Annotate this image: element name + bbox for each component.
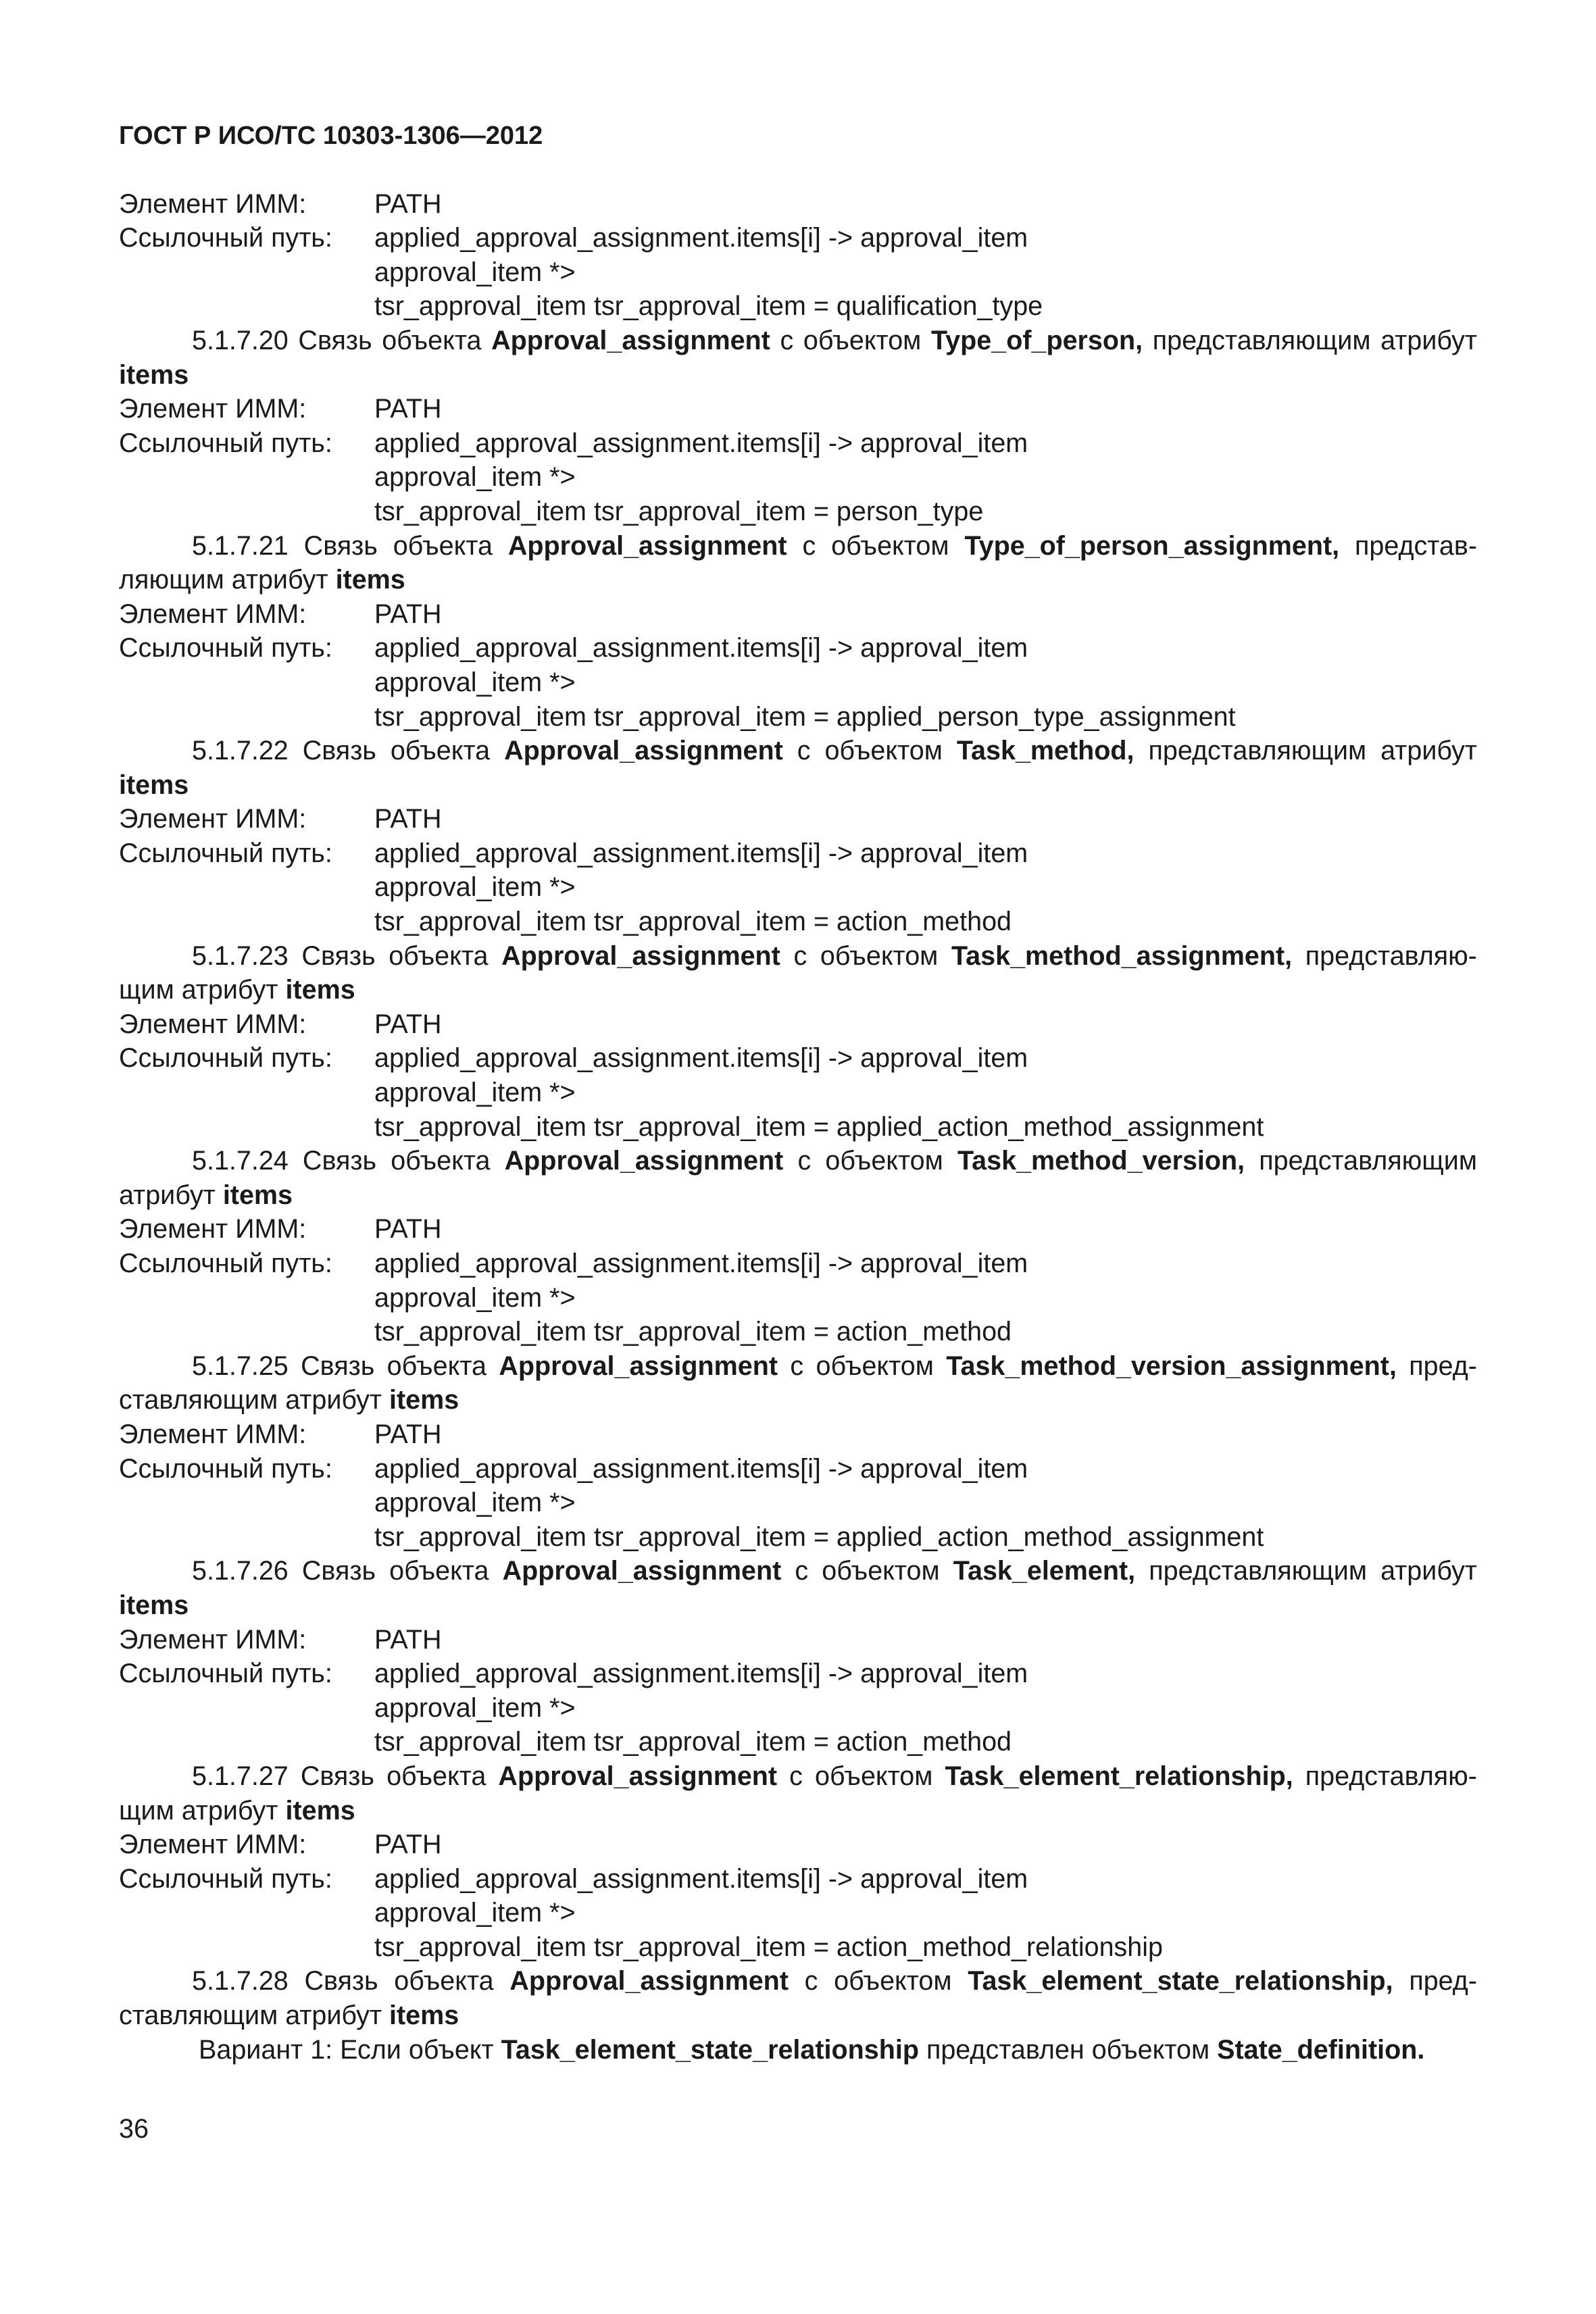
imm-element-row: [119, 597, 1477, 632]
entity-name: Approval_assignment: [501, 940, 780, 971]
section-text: с объектом: [793, 940, 939, 971]
entity-name: Approval_assignment: [509, 1966, 789, 1996]
section-text: с объектом: [780, 325, 922, 355]
attribute-name: items: [335, 565, 405, 595]
entity-name: Task_element_state_relationship: [501, 2034, 919, 2065]
section-heading-continuation: [119, 1383, 1477, 1417]
reference-path-line: applied_approval_assignment.items[i] -> approval_item: [374, 1659, 1028, 1689]
reference-path-line: tsr_approval_item tsr_approval_item = action_method: [374, 1317, 1012, 1347]
imm-element-label: Элемент ИММ:: [119, 1009, 307, 1039]
imm-element-label: Элемент ИММ:: [119, 394, 307, 424]
entity-name: Task_method_version,: [957, 1146, 1245, 1176]
attribute-name: items: [285, 975, 355, 1005]
section-number: 5.1.7.24: [192, 1146, 289, 1176]
reference-path-row: [119, 1247, 1477, 1281]
reference-path-line: applied_approval_assignment.items[i] -> approval_item: [374, 838, 1028, 868]
section-text: щим атрибут: [119, 1795, 278, 1826]
reference-path-line: approval_item *>: [374, 462, 576, 493]
section-text: Связь объекта: [301, 1351, 487, 1381]
imm-element-row: [119, 1007, 1477, 1042]
entity-name: Type_of_person_assignment,: [964, 530, 1340, 561]
section-heading-continuation: [119, 1794, 1477, 1828]
variant-text: Вариант 1: Если объект: [199, 2034, 494, 2065]
reference-path-line: tsr_approval_item tsr_approval_item = person_type: [374, 496, 984, 526]
reference-path-line: applied_approval_assignment.items[i] -> approval_item: [374, 1043, 1028, 1074]
reference-path-line: applied_approval_assignment.items[i] -> approval_item: [374, 428, 1028, 458]
section-block: [119, 939, 1477, 1145]
reference-path-label: Ссылочный путь:: [119, 838, 332, 868]
section-heading-continuation: [119, 1588, 1477, 1623]
reference-path-line: applied_approval_assignment.items[i] -> approval_item: [374, 223, 1028, 253]
imm-element-row: [119, 392, 1477, 426]
section-text: с объектом: [804, 1966, 952, 1996]
imm-element-value: PATH: [374, 1214, 442, 1244]
imm-element-value: PATH: [374, 804, 442, 834]
entity-name: Approval_assignment: [502, 1556, 782, 1586]
imm-element-row: [119, 1828, 1477, 1862]
reference-path-label: Ссылочный путь:: [119, 633, 332, 663]
section-heading: [119, 939, 1477, 974]
section-text: представляющим атрибут: [1152, 325, 1477, 355]
reference-path-row: [119, 631, 1477, 665]
section-block: [119, 529, 1477, 734]
section-text: Связь объекта: [304, 1966, 494, 1996]
reference-path-line: tsr_approval_item tsr_approval_item = action_method: [374, 907, 1012, 937]
imm-element-label: Элемент ИММ:: [119, 188, 307, 219]
reference-path-row: [119, 221, 1477, 255]
entity-name: Task_method_assignment,: [951, 940, 1293, 971]
section-text: щим атрибут: [119, 975, 278, 1005]
reference-path-line: approval_item *>: [374, 872, 576, 903]
section-text: с объектом: [790, 1351, 934, 1381]
entity-name: Approval_assignment: [504, 1146, 784, 1176]
imm-element-value: PATH: [374, 1419, 442, 1449]
reference-path-row: [119, 1452, 1477, 1486]
section-number: 5.1.7.27: [192, 1761, 289, 1791]
section-block: [119, 734, 1477, 939]
section-block: [119, 1759, 1477, 1965]
reference-path-line: tsr_approval_item tsr_approval_item = applied_action_method_assignment: [374, 1521, 1264, 1552]
section-text: Связь объекта: [301, 940, 489, 971]
imm-element-row: [119, 1212, 1477, 1247]
entity-name: Approval_assignment: [504, 736, 783, 766]
section-heading: [119, 1759, 1477, 1794]
reference-path-line: applied_approval_assignment.items[i] -> approval_item: [374, 1863, 1028, 1894]
imm-element-label: Элемент ИММ:: [119, 599, 307, 629]
entity-name: Task_method,: [956, 736, 1134, 766]
reference-path-label: Ссылочный путь:: [119, 223, 332, 253]
reference-path-row: [119, 426, 1477, 461]
section-text: пред-: [1409, 1966, 1477, 1996]
section-text: ставляющим атрибут: [119, 2001, 382, 2031]
section-heading-continuation: [119, 563, 1477, 597]
section-heading-continuation: [119, 973, 1477, 1007]
section-heading: [119, 734, 1477, 768]
section-heading-continuation: [119, 1178, 1477, 1213]
imm-element-value: PATH: [374, 394, 442, 424]
reference-path-row: [119, 836, 1477, 871]
imm-element-label: Элемент ИММ:: [119, 1624, 307, 1655]
attribute-name: items: [285, 1795, 355, 1826]
section-heading: [119, 324, 1477, 358]
section-text: с объектом: [797, 736, 943, 766]
section-heading-continuation: [119, 358, 1477, 393]
section-text: атрибут: [119, 1180, 216, 1210]
lead-block: [119, 187, 1477, 324]
section-block: [119, 1554, 1477, 1759]
section-text: Связь объекта: [303, 530, 508, 561]
section-heading: [119, 1964, 1477, 1998]
reference-path-label: Ссылочный путь:: [119, 1453, 332, 1484]
reference-path-line: approval_item *>: [374, 667, 576, 697]
section-block: [119, 1144, 1477, 1349]
section-heading-continuation: [119, 768, 1477, 803]
reference-path-line: tsr_approval_item tsr_approval_item = action_method: [374, 1727, 1012, 1757]
entity-name: Approval_assignment: [507, 530, 787, 561]
reference-path-label: Ссылочный путь:: [119, 1249, 332, 1278]
section-number: 5.1.7.21: [192, 530, 289, 561]
reference-path-label: Ссылочный путь:: [119, 1659, 332, 1689]
section-number: 5.1.7.20: [192, 325, 289, 355]
reference-path-line: approval_item *>: [374, 1898, 576, 1928]
attribute-name: items: [389, 2001, 459, 2031]
section-text: Связь объекта: [302, 1146, 491, 1176]
section-text: представ-: [1354, 530, 1477, 561]
reference-path-label: Ссылочный путь:: [119, 1043, 332, 1074]
reference-path-line: tsr_approval_item tsr_approval_item = applied_action_method_assignment: [374, 1111, 1264, 1142]
reference-path-line: approval_item *>: [374, 257, 576, 287]
variant-line: [119, 2033, 1477, 2067]
section-heading: [119, 1349, 1477, 1384]
attribute-name: items: [389, 1385, 459, 1415]
section-heading-continuation: [119, 1998, 1477, 2033]
entity-name: Task_element_state_relationship,: [968, 1966, 1393, 1996]
page-number: 36: [119, 2114, 149, 2144]
imm-element-value: PATH: [374, 1624, 442, 1655]
reference-path-line: approval_item *>: [374, 1488, 576, 1518]
section-text: представляющим: [1259, 1146, 1478, 1176]
entity-name: State_definition.: [1217, 2034, 1425, 2065]
reference-path-label: Ссылочный путь:: [119, 428, 332, 458]
section-number: 5.1.7.22: [192, 736, 289, 766]
reference-path-row: [119, 1862, 1477, 1896]
section-text: Связь объекта: [301, 1556, 489, 1586]
section-number: 5.1.7.23: [192, 940, 289, 971]
sections-container: [119, 324, 1477, 1965]
reference-path-line: approval_item *>: [374, 1282, 576, 1313]
section-text: представляющим атрибут: [1148, 736, 1477, 766]
variant-text: представлен объектом: [926, 2034, 1210, 2065]
imm-element-row: [119, 802, 1477, 836]
section-text: представляю-: [1305, 1761, 1477, 1791]
section-text: с объектом: [797, 1146, 943, 1176]
section-text: с объектом: [795, 1556, 940, 1586]
reference-path-label: Ссылочный путь:: [119, 1863, 332, 1894]
imm-element-value: PATH: [374, 1009, 442, 1039]
imm-element-label: Элемент ИММ:: [119, 1214, 307, 1244]
attribute-name: items: [222, 1180, 293, 1210]
attribute-name: items: [119, 1590, 189, 1620]
entity-name: Approval_assignment: [498, 1761, 778, 1791]
imm-element-label: Элемент ИММ:: [119, 1419, 307, 1449]
reference-path-row: [119, 1041, 1477, 1076]
imm-element-row: [119, 1623, 1477, 1657]
section-text: ляющим атрибут: [119, 565, 328, 595]
attribute-name: items: [119, 770, 189, 800]
section-text: Связь объекта: [300, 1761, 487, 1791]
entity-name: Task_method_version_assignment,: [946, 1351, 1397, 1381]
entity-name: Task_element,: [953, 1556, 1136, 1586]
imm-element-value: PATH: [374, 599, 442, 629]
reference-path-line: approval_item *>: [374, 1692, 576, 1723]
reference-path-line: tsr_approval_item tsr_approval_item = applied_person_type_assignment: [374, 701, 1236, 732]
section-heading: [119, 1144, 1477, 1178]
section-block: [119, 1349, 1477, 1555]
section-number: 5.1.7.26: [192, 1556, 289, 1586]
reference-path-row: [119, 1657, 1477, 1691]
section-number: 5.1.7.25: [192, 1351, 289, 1381]
final-section: [119, 1964, 1477, 2067]
section-number: 5.1.7.28: [192, 1966, 289, 1996]
reference-path-line: approval_item *>: [374, 1078, 576, 1108]
entity-name: Type_of_person,: [930, 325, 1143, 355]
reference-path-line: tsr_approval_item tsr_approval_item = action_method_relationship: [374, 1932, 1164, 1962]
entity-name: Approval_assignment: [499, 1351, 778, 1381]
section-text: представляю-: [1305, 940, 1477, 971]
document-header: ГОСТ Р ИСО/ТС 10303-1306—2012: [119, 122, 543, 150]
imm-element-row: [119, 187, 1477, 222]
section-text: Связь объекта: [302, 736, 491, 766]
imm-element-label: Элемент ИММ:: [119, 804, 307, 834]
reference-path-line: applied_approval_assignment.items[i] -> approval_item: [374, 1249, 1028, 1278]
section-heading: [119, 1554, 1477, 1588]
section-block: [119, 324, 1477, 529]
imm-element-row: [119, 1417, 1477, 1452]
imm-element-label: Элемент ИММ:: [119, 1830, 307, 1860]
reference-path-line: tsr_approval_item tsr_approval_item = qualification_type: [374, 291, 1043, 322]
section-heading: [119, 529, 1477, 563]
reference-path-line: applied_approval_assignment.items[i] -> approval_item: [374, 633, 1028, 663]
reference-path-line: applied_approval_assignment.items[i] -> approval_item: [374, 1453, 1028, 1484]
section-text: ставляющим атрибут: [119, 1385, 382, 1415]
imm-element-value: PATH: [374, 1830, 442, 1860]
imm-element-value: PATH: [374, 188, 442, 219]
section-text: Связь объекта: [298, 325, 482, 355]
attribute-name: items: [119, 359, 189, 390]
entity-name: Approval_assignment: [491, 325, 770, 355]
document-page: [119, 119, 1477, 2067]
section-text: с объектом: [802, 530, 949, 561]
entity-name: Task_element_relationship,: [945, 1761, 1293, 1791]
section-text: представляющим атрибут: [1149, 1556, 1477, 1586]
section-text: с объектом: [789, 1761, 933, 1791]
section-text: пред-: [1409, 1351, 1477, 1381]
